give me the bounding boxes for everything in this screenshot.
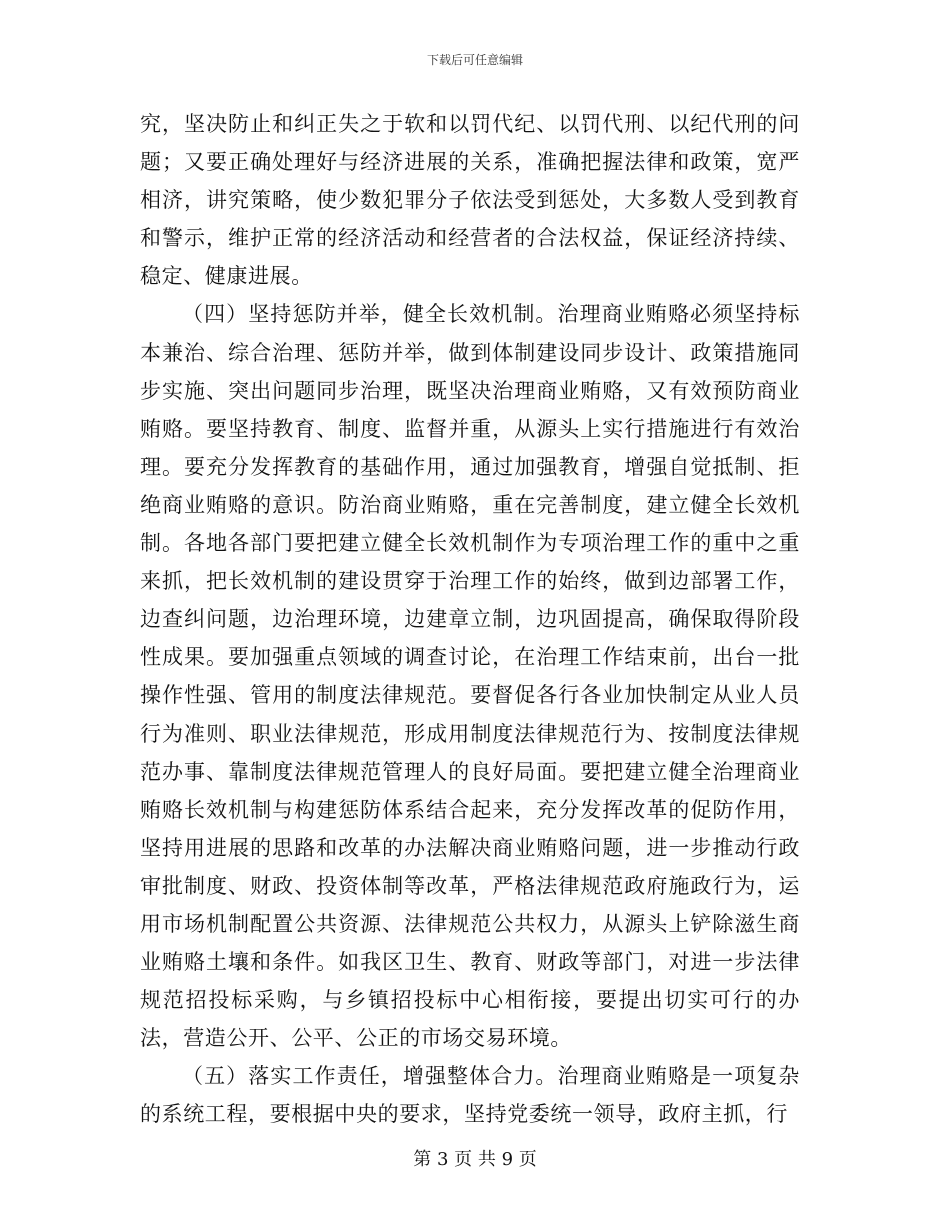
- paragraph-section-five: （五）落实工作责任，增强整体合力。治理商业贿赂是一项复杂的系统工程，要根据中央的要求，坚持党委统一领导，政府主抓，行: [140, 1064, 800, 1127]
- document-body: [140, 105, 800, 1134]
- paragraph-section-four: （四）坚持惩防并举，健全长效机制。治理商业贿赂必须坚持标本兼治、综合治理、惩防并举，做到体制建设同步设计、政策措施同步实施、突出问题同步治理，既坚决治理商业贿赂，又有效预防商业贿赂。要坚持教育、制度、监督并重，从源头上实行措施进行有效治理。要充分发挥教育的基础作用，通过加强教育，增强自觉抵制、拒绝商业贿赂的意识。防治商业贿赂，重在完善制度，建立健全长效机制。各地各部门要把建立健全长效机制作为专项治理工作的重中之重来抓，把长效机制的建设贯穿于治理工作的始终，做到边部署工作，边查纠问题，边治理环境，边建章立制，边巩固提高，确保取得阶段性成果。要加强重点领域的调查讨论，在治理工作结束前，出台一批操作性强、管用的制度法律规范。要督促各行各业加快制定从业人员行为准则、职业法律规范，形成用制度法律规范行为、按制度法律规范办事、靠制度法律规范管理人的良好局面。要把建立健全治理商业贿赂长效机制与构建惩防体系结合起来，充分发挥改革的促防作用，坚持用进展的思路和改革的办法解决商业贿赂问题，进一步推动行政审批制度、财政、投资体制等改革，严格法律规范政府施政行为，运用市场机制配置公共资源、法律规范公共权力，从源头上铲除滋生商业贿赂土壤和条件。如我区卫生、教育、财政等部门，对进一步法律规范招投标采购，与乡镇招投标中心相衔接，要提出切实可行的办法，营造公开、公平、公正的市场交易环境。: [140, 302, 800, 1051]
- page-number: 第 3 页 共 9 页: [413, 1149, 537, 1170]
- page-header-note: 下载后可任意编辑: [426, 53, 523, 67]
- paragraph-continuation: 究，坚决防止和纠正失之于软和以罚代纪、以罚代刑、以纪代刑的问题；又要正确处理好与经济进展的关系，准确把握法律和政策，宽严相济，讲究策略，使少数犯罪分子依法受到惩处，大多数人受到教育和警示，维护正常的经济活动和经营者的合法权益，保证经济持续、稳定、健康进展。: [140, 112, 800, 289]
